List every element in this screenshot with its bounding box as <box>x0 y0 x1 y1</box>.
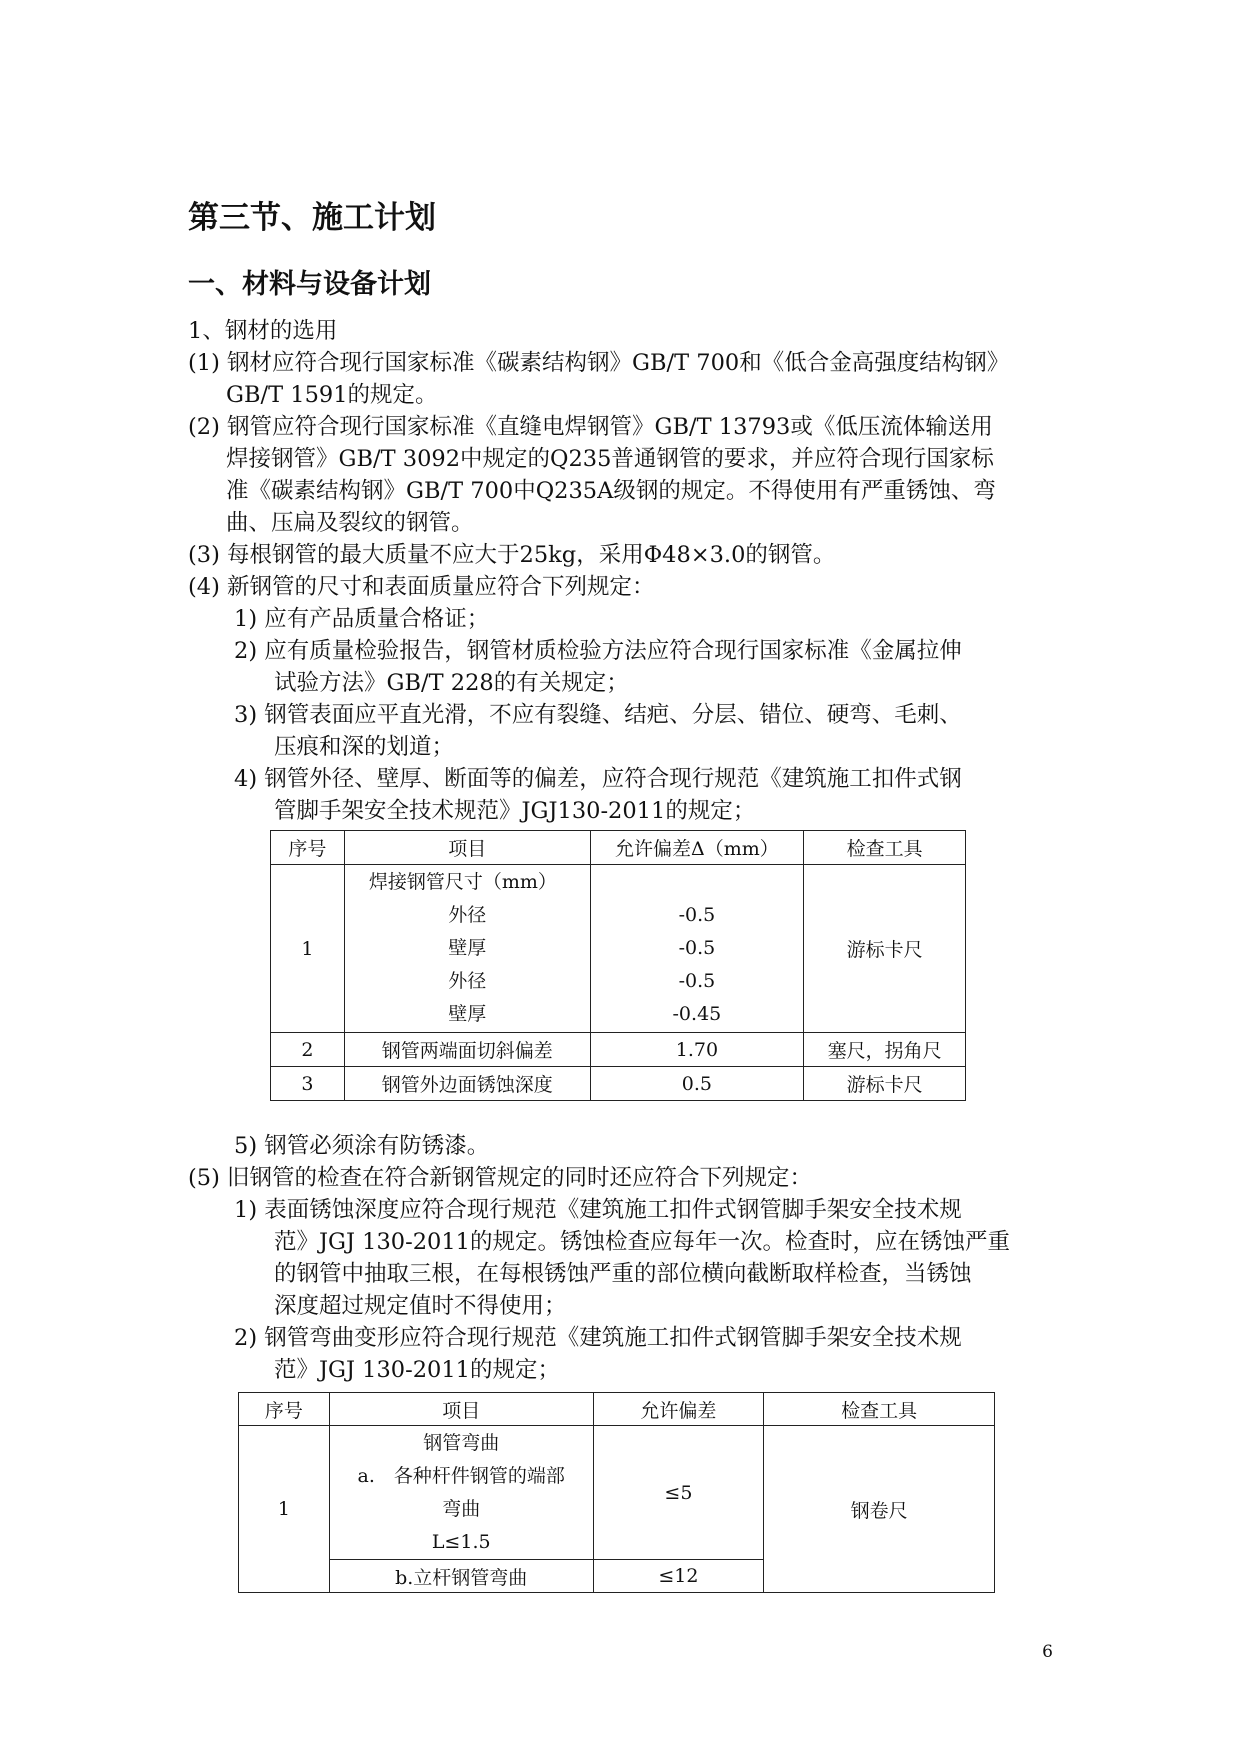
section-title: 第三节、施工计划 <box>188 200 436 236</box>
deviation-cell <box>590 865 804 1033</box>
text-line: 3) 钢管表面应平直光滑，不应有裂缝、结疤、分层、错位、硬弯、毛刺、 <box>234 702 962 728</box>
header-cell: 序号 <box>239 1393 330 1426</box>
item-line: 焊接钢管尺寸（mm） <box>368 871 557 893</box>
steel-pipe-tolerance-table <box>270 830 966 1101</box>
item-cell: 钢管外边面锈蚀深度 <box>344 1067 590 1101</box>
item-line: 外径 <box>448 904 487 926</box>
row-number: 1 <box>239 1426 330 1593</box>
item-cell: 钢管两端面切斜偏差 <box>344 1033 590 1067</box>
page-number: 6 <box>1042 1642 1053 1662</box>
text-line: 焊接钢管》GB/T 3092中规定的Q235普通钢管的要求，并应符合现行国家标 <box>226 446 994 472</box>
deviation-line <box>591 866 804 899</box>
text-line: 深度超过规定值时不得使用； <box>274 1293 567 1319</box>
tool-cell: 钢卷尺 <box>764 1426 995 1593</box>
tool-cell: 游标卡尺 <box>804 1067 966 1101</box>
text-line: (3) 每根钢管的最大质量不应大于25kg，采用Φ48×3.0的钢管。 <box>188 542 836 568</box>
text-line: (1) 钢材应符合现行国家标准《碳素结构钢》GB/T 700和《低合金高强度结构钢》 <box>188 350 1010 376</box>
row-number: 1 <box>271 865 345 1033</box>
text-line: 的钢管中抽取三根，在每根锈蚀严重的部位横向截断取样检查，当锈蚀 <box>274 1261 972 1287</box>
item-line: 外径 <box>448 970 487 992</box>
deviation-line: -0.45 <box>672 1003 722 1025</box>
deviation-cell: ≤12 <box>593 1560 764 1593</box>
text-line: 4) 钢管外径、壁厚、断面等的偏差，应符合现行规范《建筑施工扣件式钢 <box>234 766 962 792</box>
text-line: 1、钢材的选用 <box>188 318 338 344</box>
subsection-title: 一、材料与设备计划 <box>188 269 431 300</box>
item-line: 壁厚 <box>448 937 487 959</box>
text-line: 1) 表面锈蚀深度应符合现行规范《建筑施工扣件式钢管脚手架安全技术规 <box>234 1197 962 1223</box>
text-line: 5) 钢管必须涂有防锈漆。 <box>234 1133 490 1159</box>
item-cell: b.立杆钢管弯曲 <box>329 1560 593 1593</box>
text-line: (5) 旧钢管的检查在符合新钢管规定的同时还应符合下列规定： <box>188 1165 813 1191</box>
table-row <box>271 1067 966 1101</box>
deviation-cell: ≤5 <box>593 1426 764 1560</box>
text-line: (2) 钢管应符合现行国家标准《直缝电焊钢管》GB/T 13793或《低压流体输送用 <box>188 414 993 440</box>
text-line: GB/T 1591的规定。 <box>226 382 438 408</box>
header-cell: 检查工具 <box>764 1393 995 1426</box>
text-line: 范》JGJ 130-2011的规定。锈蚀检查应每年一次。检查时，应在锈蚀严重 <box>274 1229 1010 1255</box>
pipe-bending-tolerance-table <box>238 1392 995 1593</box>
text-line: 压痕和深的划道； <box>274 734 455 760</box>
header-cell: 项目 <box>329 1393 593 1426</box>
row-number: 2 <box>271 1033 345 1067</box>
header-cell: 允许偏差Δ（mm） <box>590 831 804 865</box>
header-cell: 允许偏差 <box>593 1393 764 1426</box>
table-row <box>271 1033 966 1067</box>
item-line: 壁厚 <box>448 1003 487 1025</box>
row-number: 3 <box>271 1067 345 1101</box>
text-line: 试验方法》GB/T 228的有关规定； <box>274 670 629 696</box>
tool-cell: 塞尺，拐角尺 <box>804 1033 966 1067</box>
item-line: a. 各种杆件钢管的端部 <box>357 1464 565 1487</box>
text-line: 范》JGJ 130-2011的规定； <box>274 1357 560 1383</box>
header-cell: 检查工具 <box>804 831 966 865</box>
deviation-cell: 0.5 <box>590 1067 804 1101</box>
text-line: 准《碳素结构钢》GB/T 700中Q235A级钢的规定。不得使用有严重锈蚀、弯 <box>226 478 996 504</box>
text-line: 曲、压扁及裂纹的钢管。 <box>226 510 474 536</box>
text-line: 1) 应有产品质量合格证； <box>234 606 490 632</box>
text-line: 2) 应有质量检验报告，钢管材质检验方法应符合现行国家标准《金属拉伸 <box>234 638 962 664</box>
header-cell: 项目 <box>344 831 590 865</box>
tool-cell: 游标卡尺 <box>804 865 966 1033</box>
table-row <box>271 865 966 1033</box>
deviation-line: -0.5 <box>678 937 716 959</box>
item-line: 钢管弯曲 <box>423 1431 500 1454</box>
item-line: L≤1.5 <box>431 1530 491 1553</box>
item-cell <box>329 1426 593 1560</box>
item-cell <box>344 865 590 1033</box>
table-row <box>239 1426 995 1560</box>
deviation-line: -0.5 <box>678 904 716 926</box>
item-line: 弯曲 <box>442 1497 481 1520</box>
header-cell: 序号 <box>271 831 345 865</box>
deviation-cell: 1.70 <box>590 1033 804 1067</box>
text-line: 2) 钢管弯曲变形应符合现行规范《建筑施工扣件式钢管脚手架安全技术规 <box>234 1325 962 1351</box>
text-line: 管脚手架安全技术规范》JGJ130-2011的规定； <box>274 798 756 824</box>
deviation-line: -0.5 <box>678 970 716 992</box>
text-line: (4) 新钢管的尺寸和表面质量应符合下列规定： <box>188 574 655 600</box>
